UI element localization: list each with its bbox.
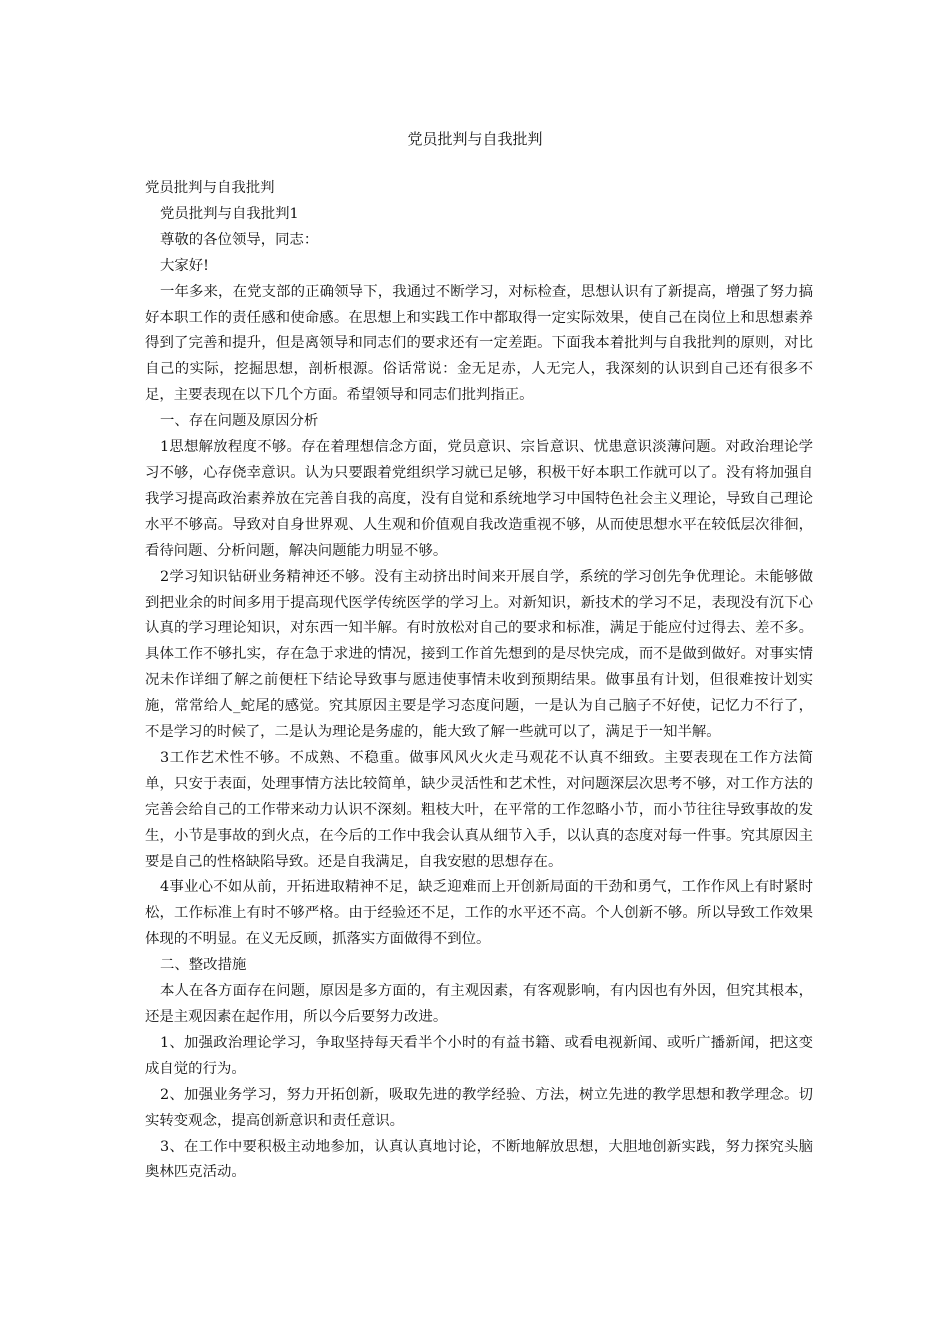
- section-heading: 党员批判与自我批判: [145, 180, 275, 196]
- document-body: [145, 176, 813, 1186]
- paragraph: 3、在工作中要积极主动地参加，认真认真地讨论，不断地解放思想，大胆地创新实践，努力探究头脑奥林匹克活动。: [145, 1138, 813, 1181]
- paragraph: 1思想解放程度不够。存在着理想信念方面，党员意识、宗旨意识、忧患意识淡薄问题。对政治理论学习不够，心存侥幸意识。认为只要跟着党组织学习就已足够，积极干好本职工作就可以了。没有将加强自我学习提高政治素养放在完善自我的高度，没有自觉和系统地学习中国特色社会主义理论，导致自己理论水平不够高。导致对自身世界观、人生观和价值观自我改造重视不够，从而使思想水平在较低层次徘徊，看待问题、分析问题，解决问题能力明显不够。: [145, 439, 813, 559]
- paragraph: 党员批判与自我批判1: [160, 205, 299, 222]
- paragraph: 2、加强业务学习，努力开拓创新，吸取先进的教学经验、方法，树立先进的教学思想和教学理念。切实转变观念，提高创新意识和责任意识。: [145, 1086, 813, 1129]
- paragraph: 大家好!: [160, 257, 209, 274]
- paragraph: 4事业心不如从前，开拓进取精神不足，缺乏迎难而上开创新局面的干劲和勇气，工作作风上有时紧时松，工作标准上有时不够严格。由于经验还不足，工作的水平还不高。个人创新不够。所以导致工作效果体现的不明显。在义无反顾，抓落实方面做得不到位。: [145, 879, 813, 948]
- paragraph: 一、存在问题及原因分析: [160, 413, 319, 430]
- document-title: 党员批判与自我批判: [407, 130, 543, 148]
- paragraph: 2学习知识钻研业务精神还不够。没有主动挤出时间来开展自学，系统的学习创先争优理论。未能够做到把业余的时间多用于提高现代医学传统医学的学习上。对新知识，新技术的学习不足，表现没有沉下心认真的学习理论知识，对东西一知半解。有时放松对自己的要求和标准，满足于能应付过得去、差不多。具体工作不够扎实，存在急于求进的情况，接到工作首先想到的是尽快完成，而不是做到做好。对事实情况未作详细了解之前便枉下结论导致事与愿违使事情未收到预期结果。做事虽有计划，但很难按计划实施，常常给人_蛇尾的感觉。究其原因主要是学习态度问题，一是认为自己脑子不好使，记忆力不行了，不是学习的时候了，二是认为理论是务虚的，能大致了解一些就可以了，满足于一知半解。: [145, 568, 813, 741]
- paragraph: 1、加强政治理论学习，争取坚持每天看半个小时的有益书籍、或看电视新闻、或听广播新闻，把这变成自觉的行为。: [145, 1034, 813, 1077]
- paragraph: 一年多来，在党支部的正确领导下，我通过不断学习，对标检查，思想认识有了新提高，增强了努力搞好本职工作的责任感和使命感。在思想上和实践工作中都取得一定实际效果，使自己在岗位上和思想素养得到了完善和提升，但是离领导和同志们的要求还有一定差距。下面我本着批判与自我批判的原则，对比自己的实际，挖掘思想，剖析根源。俗话常说：金无足赤，人无完人，我深刻的认识到自己还有很多不足，主要表现在以下几个方面。希望领导和同志们批判指正。: [145, 283, 813, 404]
- paragraph: 二、整改措施: [160, 957, 247, 974]
- paragraph: 尊敬的各位领导，同志：: [160, 231, 319, 248]
- paragraph: 本人在各方面存在问题，原因是多方面的，有主观因素，有客观影响，有内因也有外因，但究其根本，还是主观因素在起作用，所以今后要努力改进。: [145, 983, 813, 1025]
- paragraph: 3工作艺术性不够。不成熟、不稳重。做事风风火火走马观花不认真不细致。主要表现在工作方法简单，只安于表面，处理事情方法比较简单，缺少灵活性和艺术性，对问题深层次思考不够，对工作方法的完善会给自己的工作带来动力认识不深刻。粗枝大叶，在平常的工作忽略小节，而小节往往导致事故的发生，小节是事故的到火点，在今后的工作中我会认真从细节入手，以认真的态度对每一件事。究其原因主要是自己的性格缺陷导致。还是自我满足，自我安慰的思想存在。: [145, 749, 813, 870]
